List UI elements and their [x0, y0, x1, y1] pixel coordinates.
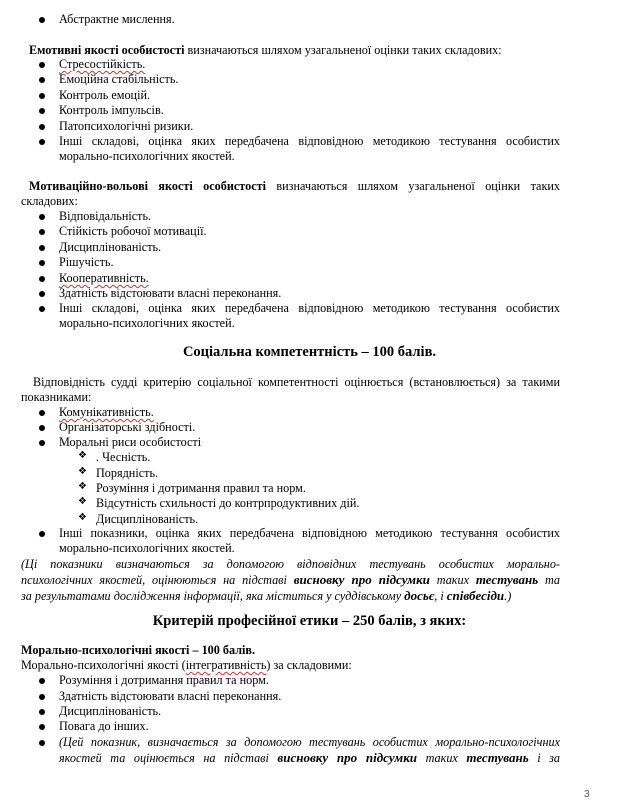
sub-list-item: . Чесність.	[96, 450, 151, 464]
list-item: Інші складові, оцінка яких передбачена відповідною методикою тестування особистих	[59, 301, 560, 315]
text: Морально-психологічні якості (	[21, 658, 186, 672]
paragraph-continuation: складових:	[21, 194, 78, 208]
text: ) за складовими:	[266, 658, 352, 672]
bullet-icon	[39, 410, 45, 416]
list-item: Стійкість робочої мотивації.	[59, 224, 207, 238]
bullet-icon	[39, 291, 45, 297]
text: психологічних якостей, оцінюються на підставі	[21, 573, 294, 587]
note-line	[21, 573, 560, 587]
text: .)	[504, 589, 512, 603]
bullet-icon	[39, 740, 45, 746]
list-item: Інші складові, оцінка яких передбачена відповідною методикою тестування особистих	[59, 134, 560, 148]
bullet-icon	[39, 93, 45, 99]
list-item: Моральні риси особистості	[59, 435, 202, 449]
list-item-continuation: морально-психологічних якостей.	[59, 316, 235, 330]
note-line	[21, 589, 511, 603]
bullet-icon	[39, 245, 45, 251]
list-item: Патопсихологічні ризики.	[59, 119, 194, 133]
section-heading-social: Соціальна компетентність – 100 балів.	[182, 344, 437, 360]
list-item: Комунікативність.	[59, 405, 154, 419]
text: інтегративність	[185, 658, 267, 672]
text: таких	[417, 751, 467, 765]
text: і за	[528, 751, 560, 765]
diamond-bullet-icon: ❖	[78, 466, 87, 477]
bullet-icon	[39, 425, 45, 431]
sub-list-item: Дисциплінованість.	[96, 512, 199, 526]
text: таких	[429, 573, 476, 587]
text: , і	[434, 589, 447, 603]
list-item: Відповідальність.	[59, 209, 152, 223]
bullet-icon	[39, 306, 45, 312]
bullet-icon	[39, 678, 45, 684]
sub-list-item: Відсутність схильності до контрпродуктивних дій.	[96, 496, 360, 510]
paragraph-continuation: показниками:	[21, 390, 92, 404]
list-item: Контроль імпульсів.	[59, 103, 164, 117]
section-heading-ethics: Критерій професійної етики – 250 балів, з яких:	[152, 613, 467, 629]
paragraph-motivational-intro	[29, 179, 560, 193]
bullet-icon	[39, 709, 45, 715]
emphasis: Мотиваційно-вольові якості особистості	[29, 179, 266, 193]
emphasis: досьє	[404, 588, 435, 603]
list-item-continuation: морально-психологічних якостей.	[59, 149, 235, 163]
note-line: (Ці показники визначаються за допомогою відповідних тестувань особистих морально-	[21, 557, 560, 571]
bullet-icon	[39, 214, 45, 220]
list-item: Організаторські здібності.	[59, 420, 196, 434]
list-item: Стресостійкість.	[59, 57, 146, 71]
paragraph-social-intro: Відповідність судді критерію соціальної компетентності оцінюється (встановлюється) за такими	[33, 375, 560, 389]
bullet-icon	[39, 694, 45, 700]
list-item: Дисциплінованість.	[59, 704, 162, 718]
diamond-bullet-icon: ❖	[78, 512, 87, 523]
list-item: Здатність відстоювати власні переконання.	[59, 286, 282, 300]
page-number: 3	[584, 789, 590, 800]
text: визначаються шляхом узагальненої оцінки таких	[266, 179, 560, 193]
list-item: Розуміння і дотримання правил та норм.	[59, 673, 269, 687]
list-item: Інші показники, оцінка яких передбачена відповідною методикою тестування особистих	[59, 526, 560, 540]
note-line: (Цей показник, визначається за допомогою тестувань особистих морально-психологічних	[59, 735, 560, 749]
sub-list-item: Розуміння і дотримання правил та норм.	[96, 481, 306, 495]
bullet-icon	[39, 108, 45, 114]
text: за результатами дослідження інформації, яка міститься у суддівському	[21, 589, 405, 603]
sub-heading: Морально-психологічні якості – 100 балів.	[21, 643, 256, 657]
text: визначаються шляхом узагальненої оцінки таких складових:	[184, 43, 502, 57]
bullet-icon	[39, 724, 45, 730]
paragraph-ethics-intro	[21, 658, 352, 672]
bullet-icon	[39, 276, 45, 282]
list-item: Здатність відстоювати власні переконання.	[59, 689, 282, 703]
diamond-bullet-icon: ❖	[78, 450, 87, 461]
emphasis: тестувань	[475, 572, 539, 587]
bullet-icon	[39, 531, 45, 537]
bullet-icon	[39, 229, 45, 235]
bullet-icon	[39, 77, 45, 83]
list-item: Абстрактне мислення.	[59, 12, 175, 26]
emphasis: висновку про підсумки	[277, 750, 418, 765]
note-line	[59, 751, 560, 765]
list-item: Кооперативність.	[59, 271, 149, 285]
list-item: Контроль емоцій.	[59, 88, 151, 102]
list-item: Повага до інших.	[59, 719, 149, 733]
bullet-icon	[39, 139, 45, 145]
list-item: Рішучість.	[59, 255, 114, 269]
bullet-icon	[39, 124, 45, 130]
emphasis: співбесіди	[446, 588, 505, 603]
bullet-icon	[39, 62, 45, 68]
bullet-icon	[39, 260, 45, 266]
list-item-continuation: морально-психологічних якостей.	[59, 541, 235, 555]
emphasis: Емотивні якості особистості	[29, 43, 185, 57]
text: та	[538, 573, 561, 587]
sub-list-item: Порядність.	[96, 466, 159, 480]
emphasis: тестувань	[466, 750, 529, 765]
list-item: Дисциплінованість.	[59, 240, 162, 254]
bullet-icon	[39, 17, 45, 23]
list-item: Емоційна стабільність.	[59, 72, 179, 86]
bullet-icon	[39, 440, 45, 446]
diamond-bullet-icon: ❖	[78, 496, 87, 507]
emphasis: висновку про підсумки	[293, 572, 430, 587]
paragraph-emotional-intro	[29, 43, 502, 57]
text: якостей та оцінюється на підставі	[59, 751, 278, 765]
diamond-bullet-icon: ❖	[78, 481, 87, 492]
